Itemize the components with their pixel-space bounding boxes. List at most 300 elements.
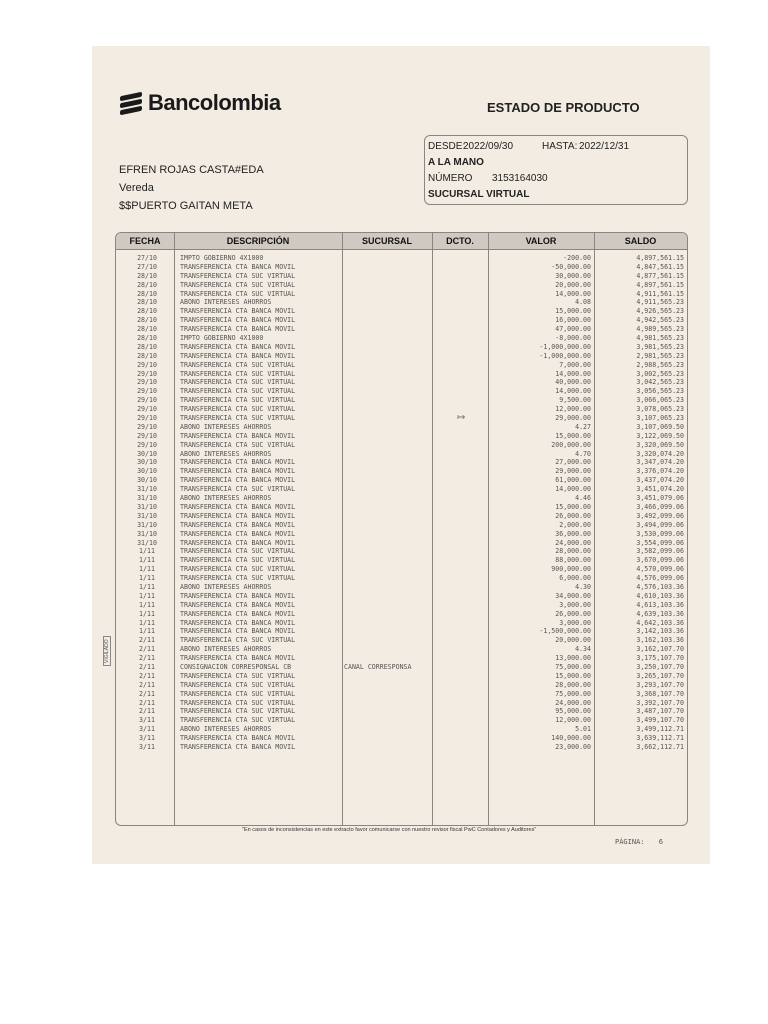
cell-valor: 16,000.00 [555, 316, 591, 325]
header-dcto: DCTO. [446, 236, 474, 246]
client-block [119, 161, 264, 215]
table-row [116, 441, 687, 450]
cell-saldo: 4,897,561.15 [636, 254, 684, 262]
table-row [116, 343, 687, 352]
cell-saldo: 4,570,099.06 [636, 565, 684, 574]
cell-descripcion: TRANSFERENCIA CTA SUC VIRTUAL [180, 671, 296, 680]
cell-fecha: 29/10 [137, 360, 157, 369]
cell-fecha: 2/11 [139, 645, 155, 654]
cell-valor: 6,000.00 [559, 574, 591, 583]
cell-saldo: 4,942,565.23 [636, 316, 684, 325]
cell-saldo: 3,250,107.70 [636, 662, 684, 671]
table-row [116, 387, 687, 396]
cell-descripcion: TRANSFERENCIA CTA BANCA MOVIL [180, 351, 296, 360]
cell-saldo: 3,499,107.70 [636, 716, 684, 725]
cell-descripcion: TRANSFERENCIA CTA BANCA MOVIL [180, 538, 296, 547]
cell-fecha: 1/11 [139, 609, 155, 618]
cell-fecha: 28/10 [137, 307, 157, 316]
table-row [116, 530, 687, 539]
cell-saldo: 3,639,112.71 [636, 734, 684, 743]
table-row [116, 654, 687, 663]
cell-fecha: 31/10 [137, 485, 157, 494]
cell-saldo: 3,175,107.70 [636, 654, 684, 663]
table-row [116, 645, 687, 654]
cell-descripcion: TRANSFERENCIA CTA SUC VIRTUAL [180, 369, 296, 378]
table-row [116, 681, 687, 690]
cell-fecha: 28/10 [137, 334, 157, 343]
cell-saldo: 3,499,112.71 [636, 725, 684, 734]
cell-saldo: 3,107,065.23 [636, 414, 684, 423]
cell-valor: 200,000.00 [551, 440, 591, 449]
cell-valor: 4.70 [575, 449, 591, 458]
cell-valor: -1,000,000.00 [539, 342, 591, 351]
cell-descripcion: TRANSFERENCIA CTA SUC VIRTUAL [180, 636, 296, 645]
table-row [116, 476, 687, 485]
cell-saldo: 3,066,065.23 [636, 396, 684, 405]
cell-descripcion: TRANSFERENCIA CTA BANCA MOVIL [180, 342, 296, 351]
cell-fecha: 28/10 [137, 342, 157, 351]
cell-fecha: 27/10 [137, 262, 157, 271]
cell-fecha: 2/11 [139, 636, 155, 645]
cell-valor: 26,000.00 [555, 609, 591, 618]
cell-saldo: 3,368,107.70 [636, 689, 684, 698]
table-row [116, 370, 687, 379]
table-row [116, 619, 687, 628]
cell-fecha: 3/11 [139, 725, 155, 734]
table-row [116, 467, 687, 476]
cell-descripcion: TRANSFERENCIA CTA BANCA MOVIL [180, 502, 296, 511]
cell-valor: 900,000.00 [551, 565, 591, 574]
cell-fecha: 2/11 [139, 662, 155, 671]
cell-valor: 24,000.00 [555, 538, 591, 547]
cell-descripcion: TRANSFERENCIA CTA SUC VIRTUAL [180, 565, 296, 574]
cell-descripcion: TRANSFERENCIA CTA SUC VIRTUAL [180, 360, 296, 369]
cell-valor: 4.46 [575, 494, 591, 503]
cell-fecha: 29/10 [137, 422, 157, 431]
table-row [116, 503, 687, 512]
cell-valor: 14,000.00 [555, 369, 591, 378]
cell-fecha: 28/10 [137, 271, 157, 280]
cell-valor: 15,000.00 [555, 431, 591, 440]
table-row [116, 263, 687, 272]
cell-descripcion: TRANSFERENCIA CTA SUC VIRTUAL [180, 378, 296, 387]
cell-valor: 61,000.00 [555, 476, 591, 485]
cell-saldo: 3,530,099.06 [636, 529, 684, 538]
cell-saldo: 3,487,107.70 [636, 707, 684, 716]
cell-fecha: 2/11 [139, 654, 155, 663]
cell-saldo: 3,451,074.20 [636, 485, 684, 494]
cell-saldo: 3,320,069.50 [636, 440, 684, 449]
cell-valor: -1,500,000.00 [539, 627, 591, 636]
cell-fecha: 3/11 [139, 742, 155, 751]
header-saldo: SALDO [624, 236, 657, 246]
table-row [116, 716, 687, 725]
cell-valor: 9,500.00 [559, 396, 591, 405]
cell-saldo: 3,293,107.70 [636, 680, 684, 689]
cell-descripcion: TRANSFERENCIA CTA BANCA MOVIL [180, 511, 296, 520]
cell-descripcion: TRANSFERENCIA CTA SUC VIRTUAL [180, 698, 296, 707]
cell-saldo: 3,376,074.20 [636, 467, 684, 476]
statement-page [92, 46, 710, 864]
table-row [116, 521, 687, 530]
header-valor: VALOR [525, 236, 557, 246]
cell-descripcion: TRANSFERENCIA CTA SUC VIRTUAL [180, 680, 296, 689]
table-row [116, 512, 687, 521]
cell-saldo: 4,926,565.23 [636, 307, 684, 316]
cell-fecha: 1/11 [139, 618, 155, 627]
cell-valor: 14,000.00 [555, 387, 591, 396]
cell-descripcion: TRANSFERENCIA CTA BANCA MOVIL [180, 262, 296, 271]
cell-valor: 30,000.00 [555, 271, 591, 280]
cell-saldo: 3,670,099.06 [636, 556, 684, 565]
cell-descripcion: IMPTO GOBIERNO 4X1000 [180, 254, 264, 262]
cell-valor: 3,000.00 [559, 600, 591, 609]
cell-valor: 15,000.00 [555, 671, 591, 680]
table-row [116, 352, 687, 361]
cell-descripcion: TRANSFERENCIA CTA BANCA MOVIL [180, 476, 296, 485]
table-row [116, 316, 687, 325]
table-row [116, 450, 687, 459]
cell-descripcion: TRANSFERENCIA CTA BANCA MOVIL [180, 609, 296, 618]
table-row [116, 734, 687, 743]
cell-descripcion: ABONO INTERESES AHORROS [180, 494, 272, 503]
cell-fecha: 29/10 [137, 396, 157, 405]
cell-valor: -8,000.00 [555, 334, 591, 343]
table-row [116, 298, 687, 307]
cell-fecha: 2/11 [139, 698, 155, 707]
cell-saldo: 3,437,074.20 [636, 476, 684, 485]
cell-saldo: 4,847,561.15 [636, 262, 684, 271]
cell-valor: 14,000.00 [555, 289, 591, 298]
sucursal-name: SUCURSAL VIRTUAL [428, 189, 530, 200]
table-row [116, 725, 687, 734]
cell-saldo: 3,142,103.36 [636, 627, 684, 636]
table-row [116, 485, 687, 494]
cell-saldo: 4,989,565.23 [636, 325, 684, 334]
cell-saldo: 4,877,561.15 [636, 271, 684, 280]
cell-descripcion: TRANSFERENCIA CTA BANCA MOVIL [180, 618, 296, 627]
cell-descripcion: TRANSFERENCIA CTA SUC VIRTUAL [180, 414, 296, 423]
cell-descripcion: TRANSFERENCIA CTA SUC VIRTUAL [180, 289, 296, 298]
product-info-box [424, 135, 688, 205]
page-label: PÁGINA: [615, 838, 645, 846]
table-row [116, 423, 687, 432]
table-row [116, 699, 687, 708]
cell-descripcion: TRANSFERENCIA CTA SUC VIRTUAL [180, 707, 296, 716]
cell-valor: -200.00 [563, 254, 591, 262]
hasta-date: 2022/12/31 [579, 141, 630, 152]
desde-date: 2022/09/30 [463, 141, 514, 152]
table-row [116, 610, 687, 619]
cell-saldo: 3,494,099.06 [636, 520, 684, 529]
cell-saldo: 3,392,107.70 [636, 698, 684, 707]
numero-label: NÚMERO [428, 173, 473, 184]
cell-saldo: 2,988,565.23 [636, 360, 684, 369]
table-row [116, 325, 687, 334]
cell-valor: -50,000.00 [551, 262, 591, 271]
cell-fecha: 1/11 [139, 627, 155, 636]
cell-fecha: 2/11 [139, 671, 155, 680]
document-title: ESTADO DE PRODUCTO [487, 100, 640, 115]
cell-saldo: 3,078,065.23 [636, 405, 684, 414]
cell-fecha: 29/10 [137, 431, 157, 440]
cell-fecha: 3/11 [139, 716, 155, 725]
cell-valor: 140,000.00 [551, 734, 591, 743]
cell-saldo: 3,981,565.23 [636, 342, 684, 351]
cell-valor: 88,000.00 [555, 556, 591, 565]
cell-saldo: 3,451,079.06 [636, 494, 684, 503]
cell-descripcion: TRANSFERENCIA CTA BANCA MOVIL [180, 600, 296, 609]
cell-fecha: 1/11 [139, 547, 155, 556]
cell-descripcion: TRANSFERENCIA CTA SUC VIRTUAL [180, 396, 296, 405]
table-row [116, 743, 687, 752]
cell-fecha: 31/10 [137, 529, 157, 538]
cell-valor: 20,000.00 [555, 280, 591, 289]
cell-descripcion: TRANSFERENCIA CTA BANCA MOVIL [180, 431, 296, 440]
cell-fecha: 1/11 [139, 591, 155, 600]
cell-fecha: 1/11 [139, 574, 155, 583]
cell-fecha: 2/11 [139, 707, 155, 716]
table-row [116, 307, 687, 316]
cell-fecha: 30/10 [137, 449, 157, 458]
table-row [116, 334, 687, 343]
cell-descripcion: TRANSFERENCIA CTA BANCA MOVIL [180, 316, 296, 325]
cell-descripcion: TRANSFERENCIA CTA SUC VIRTUAL [180, 574, 296, 583]
cell-descripcion: TRANSFERENCIA CTA BANCA MOVIL [180, 627, 296, 636]
client-name: EFREN ROJAS CASTA#EDA [119, 164, 264, 176]
cell-fecha: 29/10 [137, 387, 157, 396]
cell-valor: 5.01 [575, 725, 591, 734]
cell-saldo: 3,162,103.36 [636, 636, 684, 645]
cell-fecha: 29/10 [137, 414, 157, 423]
cell-fecha: 1/11 [139, 556, 155, 565]
cell-fecha: 29/10 [137, 369, 157, 378]
table-row [116, 405, 687, 414]
cell-fecha: 31/10 [137, 511, 157, 520]
table-row [116, 574, 687, 583]
hasta-label: HASTA: [542, 141, 578, 152]
cell-valor: 27,000.00 [555, 458, 591, 467]
cell-valor: 23,000.00 [555, 742, 591, 751]
cell-saldo: 3,056,565.23 [636, 387, 684, 396]
cell-valor: 2,000.00 [559, 520, 591, 529]
cell-saldo: 4,911,565.23 [636, 298, 684, 307]
cell-descripcion: TRANSFERENCIA CTA BANCA MOVIL [180, 654, 296, 663]
cell-fecha: 2/11 [139, 680, 155, 689]
table-row [116, 690, 687, 699]
table-row [116, 254, 687, 263]
cell-saldo: 4,981,565.23 [636, 334, 684, 343]
cell-saldo: 3,265,107.70 [636, 671, 684, 680]
cell-descripcion: ABONO INTERESES AHORROS [180, 645, 272, 654]
cell-saldo: 3,107,069.50 [636, 422, 684, 431]
cell-valor: 29,000.00 [555, 467, 591, 476]
cell-saldo: 2,981,565.23 [636, 351, 684, 360]
cell-fecha: 28/10 [137, 325, 157, 334]
cell-descripcion: TRANSFERENCIA CTA SUC VIRTUAL [180, 716, 296, 725]
cell-valor: 4.30 [575, 582, 591, 591]
bank-name: Bancolombia [148, 90, 281, 115]
cell-fecha: 28/10 [137, 298, 157, 307]
cell-fecha: 2/11 [139, 689, 155, 698]
cell-descripcion: TRANSFERENCIA CTA BANCA MOVIL [180, 591, 296, 600]
cell-valor: 4.27 [575, 422, 591, 431]
client-city: $$PUERTO GAITAN META [119, 200, 253, 212]
product-name: A LA MANO [428, 157, 484, 168]
cell-valor: 34,000.00 [555, 591, 591, 600]
cell-fecha: 3/11 [139, 734, 155, 743]
table-body [116, 254, 687, 752]
desde-label: DESDE: [428, 141, 466, 152]
cell-descripcion: CONSIGNACION CORRESPONSAL CB [180, 662, 292, 671]
cell-fecha: 29/10 [137, 405, 157, 414]
cell-descripcion: TRANSFERENCIA CTA SUC VIRTUAL [180, 440, 296, 449]
cell-saldo: 4,897,561.15 [636, 280, 684, 289]
table-row [116, 396, 687, 405]
cell-fecha: 29/10 [137, 378, 157, 387]
cell-valor: 47,000.00 [555, 325, 591, 334]
cell-fecha: 28/10 [137, 280, 157, 289]
cell-valor: 3,000.00 [559, 618, 591, 627]
cell-fecha: 28/10 [137, 289, 157, 298]
cell-valor: 36,000.00 [555, 529, 591, 538]
cell-saldo: 3,002,565.23 [636, 369, 684, 378]
cell-valor: 40,000.00 [555, 378, 591, 387]
cell-saldo: 4,576,103.36 [636, 582, 684, 591]
header-fecha: FECHA [129, 236, 161, 246]
cell-saldo: 3,662,112.71 [636, 742, 684, 751]
cell-saldo: 4,613,103.36 [636, 600, 684, 609]
table-row [116, 539, 687, 548]
table-row [116, 414, 687, 423]
cell-valor: 75,000.00 [555, 662, 591, 671]
cell-valor: 15,000.00 [555, 502, 591, 511]
cell-fecha: 1/11 [139, 565, 155, 574]
cell-saldo: 4,576,099.06 [636, 574, 684, 583]
cell-valor: 28,000.00 [555, 547, 591, 556]
cell-saldo: 3,554,099.06 [636, 538, 684, 547]
table-row [116, 494, 687, 503]
cell-descripcion: TRANSFERENCIA CTA BANCA MOVIL [180, 734, 296, 743]
cell-descripcion: TRANSFERENCIA CTA BANCA MOVIL [180, 458, 296, 467]
cell-saldo: 3,122,069.50 [636, 431, 684, 440]
cell-fecha: 30/10 [137, 476, 157, 485]
cell-valor: 14,000.00 [555, 485, 591, 494]
account-number: 3153164030 [492, 173, 548, 184]
cell-valor: 26,000.00 [555, 511, 591, 520]
cell-descripcion: TRANSFERENCIA CTA BANCA MOVIL [180, 467, 296, 476]
cell-fecha: 1/11 [139, 600, 155, 609]
table-row [116, 601, 687, 610]
cell-valor: 13,000.00 [555, 654, 591, 663]
table-row [116, 707, 687, 716]
cell-valor: 75,000.00 [555, 689, 591, 698]
cell-valor: 15,000.00 [555, 307, 591, 316]
cell-valor: 29,000.00 [555, 414, 591, 423]
cell-saldo: 4,911,561.15 [636, 289, 684, 298]
table-row [116, 378, 687, 387]
cell-valor: 4.08 [575, 298, 591, 307]
page-indicator [615, 838, 663, 846]
cell-saldo: 3,162,107.70 [636, 645, 684, 654]
transactions-table [115, 232, 688, 826]
cell-fecha: 1/11 [139, 582, 155, 591]
cell-descripcion: TRANSFERENCIA CTA SUC VIRTUAL [180, 387, 296, 396]
cell-fecha: 28/10 [137, 351, 157, 360]
cell-saldo: 3,347,074.20 [636, 458, 684, 467]
cell-descripcion: ABONO INTERESES AHORROS [180, 449, 272, 458]
cell-saldo: 4,639,103.36 [636, 609, 684, 618]
table-row [116, 556, 687, 565]
vigilado-label: VIGILADO [103, 636, 111, 666]
cell-descripcion: TRANSFERENCIA CTA SUC VIRTUAL [180, 689, 296, 698]
cell-descripcion: TRANSFERENCIA CTA SUC VIRTUAL [180, 485, 296, 494]
cell-valor: 4.34 [575, 645, 591, 654]
cell-valor: 7,000.00 [559, 360, 591, 369]
cell-valor: 12,000.00 [555, 716, 591, 725]
cell-descripcion: IMPTO GOBIERNO 4X1000 [180, 334, 264, 343]
cell-valor: 28,000.00 [555, 680, 591, 689]
table-row [116, 592, 687, 601]
footnote: "En casos de inconsistencias en este extracto favor comunicarse con nuestro revisor fiscal PwC Contadores y Auditores" [242, 827, 537, 833]
cell-descripcion: ABONO INTERESES AHORROS [180, 422, 272, 431]
cell-descripcion: TRANSFERENCIA CTA SUC VIRTUAL [180, 547, 296, 556]
cell-descripcion: TRANSFERENCIA CTA BANCA MOVIL [180, 520, 296, 529]
cell-fecha: 31/10 [137, 502, 157, 511]
cell-descripcion: TRANSFERENCIA CTA SUC VIRTUAL [180, 271, 296, 280]
bank-logo-icon [120, 92, 142, 114]
cell-saldo: 3,466,099.06 [636, 502, 684, 511]
cell-descripcion: TRANSFERENCIA CTA BANCA MOVIL [180, 529, 296, 538]
cell-descripcion: ABONO INTERESES AHORROS [180, 725, 272, 734]
cell-valor: 24,000.00 [555, 698, 591, 707]
cell-saldo: 3,492,099.06 [636, 511, 684, 520]
cell-fecha: 28/10 [137, 316, 157, 325]
cell-sucursal: CANAL CORRESPONSA [344, 662, 412, 671]
table-row [116, 281, 687, 290]
cell-saldo: 4,610,103.36 [636, 591, 684, 600]
cell-descripcion: ABONO INTERESES AHORROS [180, 582, 272, 591]
cell-fecha: 30/10 [137, 467, 157, 476]
table-row [116, 636, 687, 645]
cell-descripcion: TRANSFERENCIA CTA BANCA MOVIL [180, 325, 296, 334]
cell-descripcion: TRANSFERENCIA CTA SUC VIRTUAL [180, 405, 296, 414]
cell-descripcion: ABONO INTERESES AHORROS [180, 298, 272, 307]
header-sucursal: SUCURSAL [361, 236, 412, 246]
cell-descripcion: TRANSFERENCIA CTA BANCA MOVIL [180, 742, 296, 751]
table-row [116, 290, 687, 299]
cell-valor: 95,000.00 [555, 707, 591, 716]
table-row [116, 272, 687, 281]
cell-valor: 12,000.00 [555, 405, 591, 414]
table-header [116, 233, 687, 250]
cell-fecha: 27/10 [137, 254, 157, 262]
table-row [116, 672, 687, 681]
cell-valor: 20,000.00 [555, 636, 591, 645]
table-row [116, 547, 687, 556]
table-row [116, 583, 687, 592]
cell-fecha: 31/10 [137, 538, 157, 547]
cell-saldo: 3,582,099.06 [636, 547, 684, 556]
cell-descripcion: TRANSFERENCIA CTA SUC VIRTUAL [180, 556, 296, 565]
bank-logo [120, 90, 281, 116]
header-descripcion: DESCRIPCIÓN [226, 236, 290, 246]
cell-fecha: 31/10 [137, 520, 157, 529]
table-row [116, 663, 687, 672]
table-row [116, 627, 687, 636]
table-row [116, 565, 687, 574]
cell-descripcion: TRANSFERENCIA CTA SUC VIRTUAL [180, 280, 296, 289]
